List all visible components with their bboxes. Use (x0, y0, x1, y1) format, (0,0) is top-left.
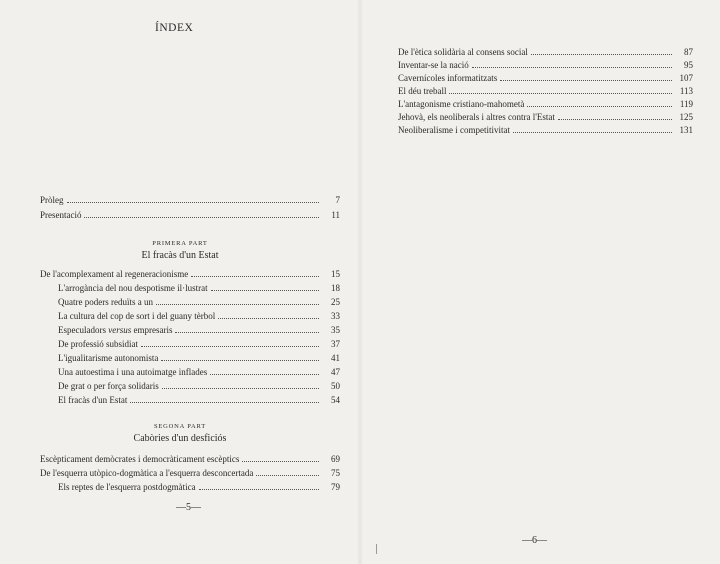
toc-entry[interactable] (398, 58, 693, 71)
dot-leader (162, 388, 319, 389)
part-label: SEGONA PART (153, 423, 207, 430)
toc-entry[interactable] (398, 71, 693, 84)
dot-leader (210, 374, 319, 375)
toc-entry[interactable] (40, 466, 340, 479)
toc-entry[interactable] (40, 208, 340, 221)
toc-entry-page: 107 (679, 73, 693, 83)
part-title: Cabòries d'un desficiós (133, 433, 227, 444)
dot-leader (449, 93, 672, 94)
toc-entry-page: 18 (331, 283, 340, 293)
toc-entry-title: Cavernícoles informatitzats (398, 73, 498, 83)
toc-entry-page: 54 (331, 395, 340, 405)
toc-subentry[interactable] (58, 351, 340, 364)
toc-entry[interactable] (40, 452, 340, 465)
toc-subentry[interactable] (58, 480, 340, 493)
toc-entry-title: Escèpticament demòcrates i democràticament escèptics (40, 454, 240, 464)
toc-subentry[interactable] (58, 281, 340, 294)
dot-leader (242, 461, 319, 462)
toc-entry-page: 113 (679, 86, 693, 96)
toc-entry-title: De l'esquerra utòpico-dogmàtica a l'esquerra desconcertada (40, 468, 254, 478)
toc-entry[interactable] (398, 123, 693, 136)
toc-entry-page: 47 (331, 367, 340, 377)
toc-entry-title: El fracàs d'un Estat (58, 395, 128, 405)
dot-leader (218, 318, 319, 319)
right-page (360, 0, 720, 564)
toc-entry-page: 119 (679, 99, 693, 109)
toc-entry-page: 25 (331, 297, 340, 307)
toc-entry[interactable] (398, 97, 693, 110)
index-heading: ÍNDEX (155, 22, 194, 34)
toc-entry-page: 33 (331, 311, 340, 321)
toc-entry-page: 11 (331, 210, 340, 220)
toc-entry-page: 50 (331, 381, 340, 391)
toc-entry-title: Jehovà, els neoliberals i altres contra l'Estat (398, 112, 555, 122)
toc-entry-title: L'arrogància del nou despotisme il·lustrat (58, 283, 208, 293)
page-number: —6— (522, 535, 547, 546)
dot-leader (84, 217, 319, 218)
part-label: PRIMERA PART (152, 240, 208, 247)
toc-entry-page: 35 (331, 325, 340, 335)
toc-entry-title: L'antagonisme cristiano-mahometà (398, 99, 525, 109)
toc-entry-page: 37 (331, 339, 340, 349)
toc-entry-title: Una autoestima i una autoimatge inflades (58, 367, 208, 377)
toc-entry-page: 131 (679, 125, 693, 135)
dot-leader (161, 360, 319, 361)
dot-leader (67, 202, 320, 203)
toc-entry-title: Els reptes de l'esquerra postdogmàtica (58, 482, 196, 492)
toc-entry-title: L'igualitarisme autonomista (58, 353, 159, 363)
page-number: —5— (176, 502, 201, 513)
dot-leader (199, 489, 319, 490)
toc-entry-page: 41 (331, 353, 340, 363)
toc-entry-title: La cultura del cop de sort i del guany tèrbol (58, 311, 216, 321)
toc-entry-title: De grat o per força solidaris (58, 381, 159, 391)
toc-entry-page: 15 (331, 269, 340, 279)
dot-leader (531, 54, 672, 55)
toc-entry-page: 69 (331, 454, 340, 464)
toc-entry-title: De professió subsidiat (58, 339, 138, 349)
toc-entry-title: Quatre poders reduïts a un (58, 297, 153, 307)
toc-entry-title: Presentació (40, 210, 82, 220)
toc-subentry[interactable] (58, 365, 340, 378)
scan-mark (376, 544, 377, 554)
dot-leader (211, 290, 319, 291)
dot-leader (500, 80, 672, 81)
toc-entry-title: Inventar-se la nació (398, 60, 469, 70)
toc-subentry[interactable] (58, 393, 340, 406)
toc-subentry[interactable] (58, 295, 340, 308)
toc-subentry[interactable] (58, 323, 340, 336)
toc-subentry[interactable] (58, 379, 340, 392)
toc-entry-page: 125 (679, 112, 693, 122)
dot-leader (256, 475, 319, 476)
toc-entry-title: El déu treball (398, 86, 447, 96)
toc-entry-title: Especuladors versus empresaris (58, 325, 173, 335)
dot-leader (513, 132, 672, 133)
toc-entry-title: Pròleg (40, 195, 64, 205)
toc-entry-page: 95 (684, 60, 693, 70)
toc-entry-title: De l'ètica solidària al consens social (398, 47, 528, 57)
dot-leader (558, 119, 672, 120)
dot-leader (130, 402, 319, 403)
toc-entry-page: 79 (331, 482, 340, 492)
toc-entry[interactable] (398, 45, 693, 58)
dot-leader (527, 106, 672, 107)
toc-entry-title: Neoliberalisme i competitivitat (398, 125, 510, 135)
toc-entry[interactable] (398, 84, 693, 97)
toc-entry[interactable] (40, 267, 340, 280)
dot-leader (156, 304, 319, 305)
toc-subentry[interactable] (58, 309, 340, 322)
dot-leader (191, 276, 319, 277)
dot-leader (472, 67, 672, 68)
dot-leader (141, 346, 319, 347)
part-title: El fracàs d'un Estat (141, 250, 219, 261)
toc-entry-title: De l'acomplexament al regeneracionisme (40, 269, 189, 279)
toc-entry-page: 75 (331, 468, 340, 478)
dot-leader (175, 332, 319, 333)
toc-entry-page: 87 (684, 47, 693, 57)
toc-entry[interactable] (398, 110, 693, 123)
toc-entry-page: 7 (335, 195, 340, 205)
toc-subentry[interactable] (58, 337, 340, 350)
toc-entry[interactable] (40, 193, 340, 206)
